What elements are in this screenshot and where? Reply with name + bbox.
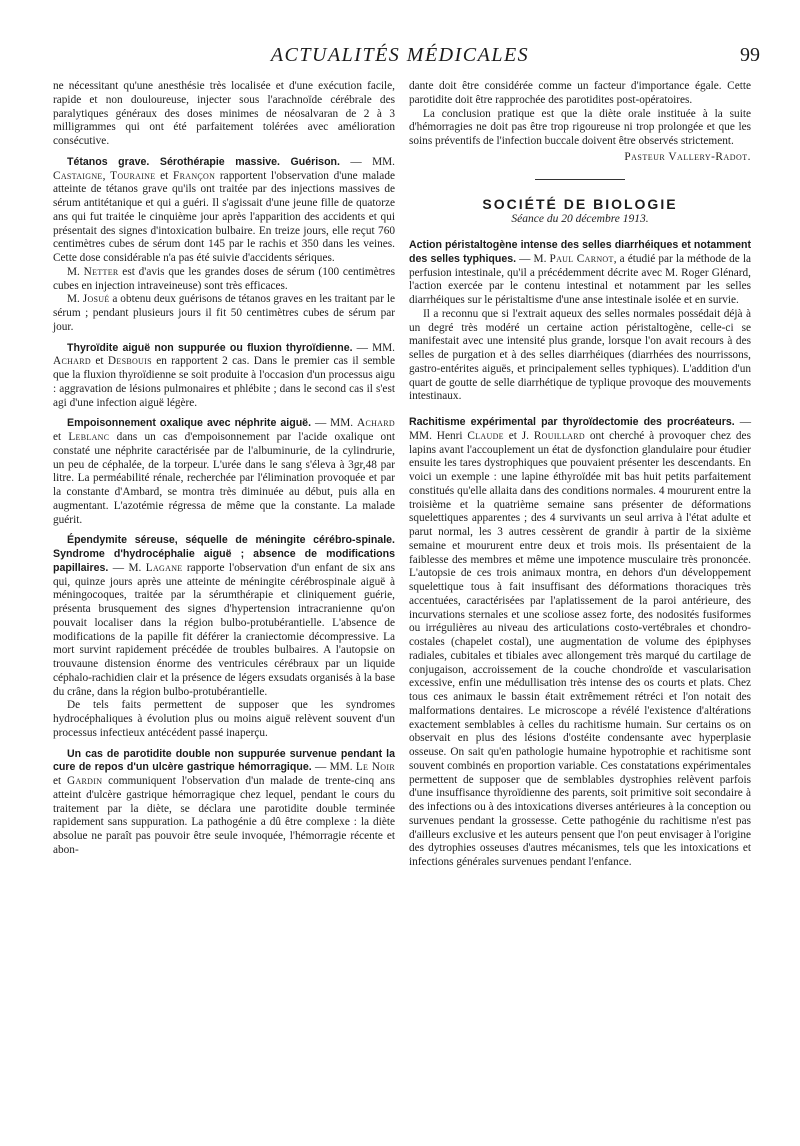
- author-name: Leblanc: [68, 431, 110, 443]
- body-text: ont cherché à provoquer chez des lapins avant l'accouplement un état de dysfonction glandulaire pour étudier ensuite les tares dystrophiques que pouvaient présenter les descendants. En voici un exemple : une lapine éthyroïdée mit bas huit petits parfaitement constitués qu'elle allaita dans des conditions normales. 4 moururent entre la troisième et la quatrième semaine sans présenter de déformations squelettiques apparentes ; des 4 survivants un seul arriva à l'état adulte et parut normal, les 3 autres cessèrent de grandir à partir de la sixième semaine et moururent entre deux et trois mois. Ils présentaient de la faiblesse des membres et même une impotence musculaire très prononcée. L'autopsie de ces trois animaux montra, en dehors d'un développement squelettique tous à fait insuffisant des déformations thoraciques très accentuées, caractérisées par l'aplatissement de la paroi antérieure, des incurvations sternales et une scoliose assez forte, des nodosités fusiformes ou irrégulières au niveau des articulations costo-vertébrales et chondro-costales (chapelet costal), une augmentation de volume des épiphyses radiales, cubitales et tibiales avec allongement très marqué du cartilage de conjugaison, accroissement de la couche chondroïde et vascularisation excessive, enfin une médullisation très intense des os courts et plats. Chez tous ces animaux le bassin était extrêmement rétréci et l'on notait des malformations dentaires. Le microscope a révélé l'existence d'altérations exactement semblables à celles du rachitisme humain. Sur certains os on observait en plus des lésions d'ostéite condensante avec hyperplasie osseuse. On sait qu'en pathologie humaine hypotrophie et rachitisme sont souvent combinés en proportion variable. Ces constatations expérimentales permettent de supposer que de semblables dystrophies relèvent parfois d'une insuffisance thyroïdienne des parents, soit primitive soit secondaire à des infections ou à des intoxications diverses antérieures à la conception ou survenues pendant la grossesse. Cette pathogénie du rachitisme n'est pas d'ailleurs exclusive et les auteurs pensent que l'on peut envisager à l'origine des dytrophies osseuses d'autres mécanismes, tels que les intoxications et infections générales survenues pendant l'enfance.: [409, 429, 751, 868]
- section-title: Un cas de parotidite double non suppurée survenue pendant la cure de repos d'un ulcère gastrique hémorragique.: [53, 747, 395, 774]
- author-name: Touraine: [110, 169, 156, 182]
- section-title: Rachitisme expérimental par thyroïdectomie des procréateurs.: [409, 416, 735, 428]
- author-name: Françon: [173, 169, 216, 182]
- body-text: est d'avis que les grandes doses de sérum (100 centimètres cubes en injection intraveineuse) sont très efficaces.: [53, 265, 396, 292]
- author-name: Achard: [53, 355, 91, 368]
- rachitisme-paragraph: [409, 416, 751, 870]
- parotidite-paragraph: [53, 748, 395, 858]
- text-run: — MM.: [311, 761, 356, 774]
- text-run: M.: [67, 293, 83, 306]
- body-text: en rapportent 2 cas. Dans le premier cas il semble que la fluxion thyroïdienne se soit produite à l'occasion d'un processus aigu : aggravation de lésions pulmonaires et phlébite ; dans le second cas il s'est agi d'une infection aiguë légère.: [53, 355, 395, 409]
- body-text: rapporte l'observation d'un enfant de six ans qui, quinze jours après une atteinte de méningite cérébrospinale aiguë à méningocoques, traitée par la sérumthérapie et cliniquement guérie, présenta brusquement des signes d'hypertension intracranienne qu'on pouvait localiser dans la région bulbo-protubérantielle. L'absence de modifications de la papille fit déférer la craniectomie décompressive. La mort survint rapidement précédée de troubles bulbaires. A l'autopsie on trouvaune distension énorme des ventricules cérébraux par un liquide céphalo-rachidien clair et la présence de légers exsudats organisés à la base du crâne, dans la région bulbo-protubérantielle.: [53, 561, 395, 698]
- section-divider: [535, 179, 625, 180]
- josue-paragraph: [53, 293, 395, 334]
- author-name: Claude: [467, 429, 504, 442]
- page-number: 99: [740, 44, 760, 66]
- author-name: Josué: [82, 293, 110, 306]
- text-run: — MM.: [339, 155, 395, 168]
- author-name: Netter: [83, 265, 119, 278]
- conclusion-paragraph: La conclusion pratique est que la diète orale instituée à la suite d'hémorragies ne doit pas être trop rigoureuse ni trop prolongée et que les soins préventifs de l'infection buccale doivent être observés strictement.: [409, 107, 751, 147]
- ependymite-paragraph: [53, 534, 395, 699]
- text-run: et: [155, 169, 174, 182]
- text-run: et: [90, 355, 108, 368]
- right-column: [409, 80, 751, 870]
- text-run: — M.: [108, 561, 146, 574]
- action-paragraph: [409, 239, 751, 308]
- body-text: rapportent l'observation d'une malade atteinte de tétanos grave qu'ils ont traitée par des injections massives de sérum antitétanique et qui a guéri. Il s'agissait d'une jeune fille de quatorze ans qui fut traitée le cinquième jour après l'apparition des accidents et qui présentait des signes d'intoxication bulbaire. En treize jours, elle reçut 760 centimètres cubes de sérum dont 145 par le rachis et 350 dans les veines. Cette dose considérable n'a pas été suivie d'accidents sériques.: [53, 169, 395, 264]
- section-title: Thyroïdite aiguë non suppurée ou fluxion thyroïdienne.: [67, 341, 353, 354]
- author-name: Desbouis: [107, 355, 152, 368]
- session-date: Séance du 20 décembre 1913.: [511, 213, 649, 226]
- text-run: — MM. Henri: [409, 416, 752, 442]
- ependymite-conclusion: De tels faits permettent de supposer que les syndromes hydrocéphaliques à évolution plus ou moins aiguë relèvent souvent d'un processus infectieux antécédent passé inaperçu.: [53, 699, 395, 739]
- netter-paragraph: [53, 266, 395, 294]
- text-run: — MM.: [311, 417, 358, 430]
- section-title: Empoisonnement oxalique avec néphrite aiguë.: [67, 417, 312, 430]
- page-title: ACTUALITÉS MÉDICALES: [270, 44, 530, 66]
- continuation-paragraph: dante doit être considérée comme un facteur d'importance égale. Cette parotidite doit être rapprochée des parotidites post-opératoires.: [409, 80, 751, 106]
- author-signature: Pasteur Vallery-Radot.: [624, 150, 751, 163]
- left-column: [53, 80, 395, 858]
- action-paragraph-2: Il a reconnu que si l'extrait aqueux des selles normales possédait déjà à un degré très modéré un certaine action péristaltogène, celle-ci se manifestait avec une intensité plus grande, lorsque l'on avait recours à des selles de purgation et à des selles diarrhéiques (diarrhées des nourrissons, gastro-entérites aiguës, et principalement selles typhiques). L'addition d'un quart de goutte de selle diarrhétique de typlique provoque des mouvements intestinaux.: [409, 307, 751, 403]
- text-run: et: [53, 431, 69, 443]
- author-name: Paul Carnot: [549, 252, 614, 265]
- text-run: et J.: [503, 429, 534, 442]
- section-title: Tétanos grave. Sérothérapie massive. Guérison.: [67, 155, 340, 168]
- society-heading: SOCIÉTÉ DE BIOLOGIE: [482, 195, 678, 212]
- text-run: et: [53, 775, 67, 787]
- body-text: communiquent l'observation d'un malade de trente-cinq ans atteint d'ulcère gastrique hémorragique chez lequel, pendant le cours du traitement par la diète, se déclara une parotidite double terminée rapidement sans suppuration. La pathogénie a dû être complexe : la diète absolue ne paraît pas pouvoir être seule invoquée, l'hémorragie récente et abon-: [53, 775, 395, 856]
- text-run: M.: [67, 265, 84, 278]
- running-header: [0, 44, 800, 74]
- body-text: a obtenu deux guérisons de tétanos graves en les traitant par le sérum ; pendant plusieurs jours il fit 50 centimètres cubes de sérum par jour.: [53, 293, 395, 333]
- text-run: — MM.: [352, 341, 396, 354]
- tetanos-paragraph: [53, 156, 395, 266]
- intro-paragraph: ne nécessitant qu'une anesthésie très localisée et d'une exécution facile, rapide et non douloureuse, injecter sous l'arachnoïde cérébrale des paralytiques généraux des doses minimes de néosalvaran de 2 à 3 milligrammes qui ont été parfaitement tolérées avec amélioration consécutive.: [53, 80, 395, 147]
- body-text: , a étudié par la méthode de la perfusion intestinale, qu'il a précédemment décrite avec M. Roger Glénard, l'action exercée par le contenu intestinal et notamment par les selles diarrhéiques sur le péristaltisme d'une anse intestinale isolée et en survie.: [409, 252, 751, 306]
- author-name: Gardin: [66, 775, 103, 787]
- author-name: Lagane: [145, 561, 183, 574]
- text-run: ,: [102, 169, 111, 182]
- author-name: Castaigne: [53, 169, 103, 182]
- section-title: Épendymite séreuse, séquelle de méningite cérébro-spinale. Syndrome d'hydrocéphalie aiguë ; absence de modifications papillaires.: [53, 534, 395, 574]
- author-name: Rouillard: [533, 429, 585, 442]
- body-text: dans un cas d'empoisonnement par l'acide oxalique ont constaté une néphrite caractérisée par de l'albuminurie, de la cylindrurie, un peu de céphalée, de la torpeur. L'urée dans le sang s'éleva à 3gr,48 par litre. La perméabilité rénale, recherchée par l'élimination provoquée et par la constante d'Ambard, se montra très diminuée au début, puis alla en augmentant. L'azotémie régressa de même que la constante. La malade guérit.: [53, 431, 395, 526]
- thyroidite-paragraph: [53, 342, 395, 411]
- author-name: Le Noir: [355, 761, 395, 774]
- author-name: Achard: [357, 417, 395, 430]
- text-run: — M.: [516, 252, 550, 265]
- section-title: Action péristaltogène intense des selles diarrhéiques et notamment des selles typhiques.: [409, 239, 751, 265]
- empoisonnement-paragraph: [53, 417, 395, 527]
